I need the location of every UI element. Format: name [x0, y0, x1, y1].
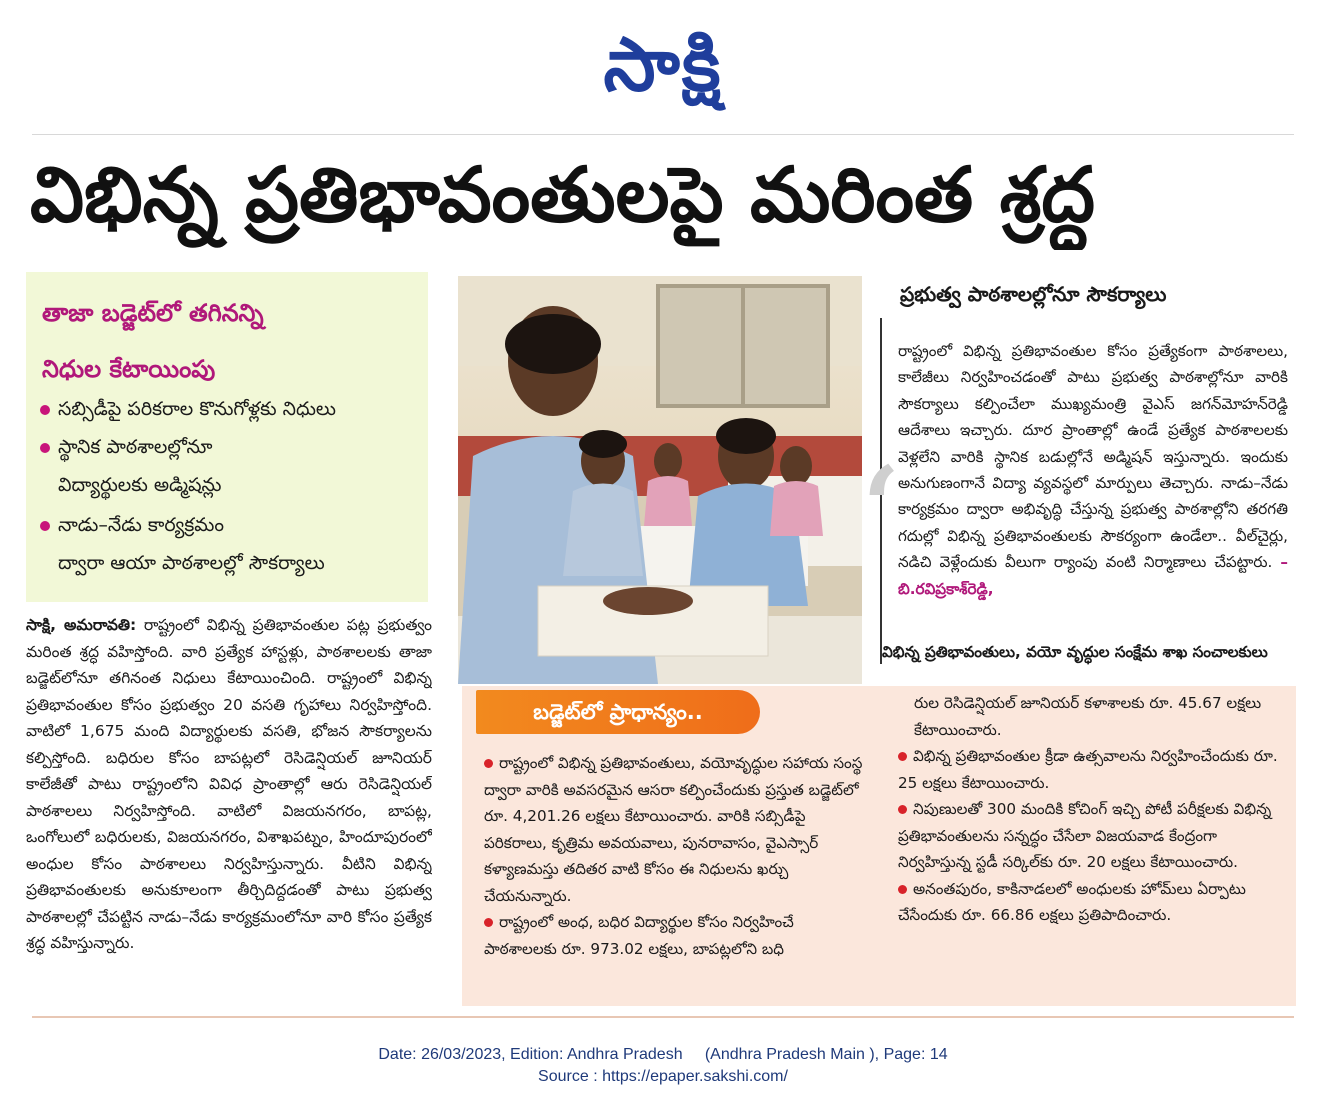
- divider: [32, 134, 1294, 135]
- highlight-item: నాడు–నేడు కార్యక్రమం: [40, 512, 424, 539]
- dateline: సాక్షి, అమరావతి:: [26, 616, 137, 634]
- budget-column-1: [484, 750, 864, 962]
- photo-illustration: [458, 276, 862, 684]
- budget-item: రాష్ట్రంలో అంధ, బధిర విద్యార్థుల కోసం నిర్వహించే పాఠశాలలకు రూ. 973.02 లక్షలు, బాపట్లలోని బధి: [484, 913, 794, 958]
- budget-item: విభిన్న ప్రతిభావంతుల క్రీడా ఉత్సవాలను నిర్వహించేందుకు రూ. 25 లక్షలు కేటాయించారు.: [898, 747, 1278, 792]
- budget-column-2: [898, 690, 1282, 929]
- bullet-icon: [484, 918, 493, 927]
- budget-item: నిపుణులతో 300 మందికి కోచింగ్ ఇచ్చి పోటీ పరీక్షలకు విభిన్న ప్రతిభావంతులను సన్నద్ధం చేసేలా విజయవాడ కేంద్రంగా నిర్వహిస్తున్న స్టడీ సర్కిల్‌కు రూ. 20 లక్షలు కేటాయించారు.: [898, 800, 1272, 871]
- sakshi-logo: సాక్షి: [603, 22, 723, 108]
- bullet-icon: [40, 405, 50, 415]
- bullet-icon: [40, 521, 50, 531]
- highlight-item: సబ్సిడీపై పరికరాల కొనుగోళ్లకు నిధులు: [40, 396, 424, 423]
- highlights-box: [26, 272, 428, 602]
- bullet-icon: [898, 752, 907, 761]
- headline: విభిన్న ప్రతిభావంతులపై మరింత శ్రద్ధ: [30, 150, 1096, 239]
- divider: [32, 1016, 1294, 1018]
- footer-date-line: Date: 26/03/2023, Edition: Andhra Pradesh (Andhra Pradesh Main ), Page: 14: [378, 1046, 948, 1063]
- budget-item: అనంతపురం, కాకినాడలలో అంధులకు హోమ్‌లు ఏర్పాటు చేసేందుకు రూ. 66.86 లక్షలు ప్రతిపాదించారు.: [898, 879, 1246, 924]
- bullet-icon: [484, 759, 493, 768]
- highlight-item: స్థానిక పాఠశాలల్లోనూ: [40, 434, 424, 461]
- article-text: రాష్ట్రంలో విభిన్న ప్రతిభావంతుల పట్ల ప్రభుత్వం మరింత శ్రద్ధ వహిస్తోంది. వారి ప్రత్యేక హాస్టళ్లు, పాఠశాలలకు తాజా బడ్జెట్‌లోనూ తగినంత నిధులు కేటాయించింది. రాష్ట్రంలో విభిన్న ప్రతిభావంతుల కోసం ప్రభుత్వం 20 వసతి గృహాలు నిర్వహిస్తోంది. వాటిలో 1,675 మంది విద్యార్థులకు వసతి, భోజన సౌకర్యాలను కల్పిస్తోంది. బధిరుల కోసం బాపట్లలో రెసిడెన్షియల్ జూనియర్ కాలేజీతో పాటు రాష్ట్రంలోని వివిధ ప్రాంతాల్లో ఆరు రెసిడెన్షియల్ పాఠశాలలు నిర్వహిస్తోంది. వాటిలో విజయనగరం, బాపట్ల, ఒంగోలులో బధిరులకు, విజయనగరం, విశాఖపట్నం, హిందూపురంలో అంధుల కోసం పాఠశాలలు నిర్వహిస్తున్నారు. వీటిని విభిన్న ప్రతిభావంతులకు అనుకూలంగా తీర్చిదిద్దడంతో పాటు ప్రభుత్వ పాఠశాలల్లో చేపట్టిన నాడు–నేడు కార్యక్రమంలోనూ వారి కోసం ప్రత్యేక శ్రద్ధ వహిస్తున్నారు.: [26, 616, 432, 952]
- quote-mark-icon: ‘: [862, 442, 901, 571]
- source-footer: [0, 1044, 1326, 1088]
- footer-source-line: Source : https://epaper.sakshi.com/: [538, 1068, 788, 1085]
- highlight-item-cont: విద్యార్థులకు అడ్మిషన్లు: [58, 474, 222, 496]
- highlight-item-cont: ద్వారా ఆయా పాఠశాలల్లో సౌకర్యాలు: [58, 552, 325, 574]
- budget-banner: బడ్జెట్‌లో ప్రాధాన్యం..: [476, 690, 760, 734]
- quote-heading: ప్రభుత్వ పాఠశాలల్లోనూ సౌకర్యాలు: [900, 282, 1167, 306]
- bullet-icon: [40, 443, 50, 453]
- bullet-icon: [898, 805, 907, 814]
- budget-item: రాష్ట్రంలో విభిన్న ప్రతిభావంతులు, వయోవృద్ధుల సహాయ సంస్థ ద్వారా వారికి అవసరమైన ఆసరా కల్పించేందుకు ప్రస్తుత బడ్జెట్‌లో రూ. 4,201.26 లక్షలు కేటాయించారు. వారికి సబ్సిడీపై పరికరాలు, కృత్రిమ అవయవాలు, పునరావాసం, వైఎస్సార్ కళ్యాణమస్తు తదితర వాటి కోసం ఈ నిధులను ఖర్చు చేయనున్నారు.: [484, 754, 863, 905]
- highlights-title-line1: తాజా బడ్జెట్‌లో తగినన్ని: [42, 299, 264, 327]
- bullet-icon: [898, 885, 907, 894]
- quote-author: –బి.రవిప్రకాశ్‌రెడ్డి,: [898, 553, 1288, 598]
- students-photo: [458, 276, 862, 684]
- budget-item-cont: రుల రెసిడెన్షియల్ జూనియర్ కళాశాలకు రూ. 45.67 లక్షలు కేటాయించారు.: [914, 694, 1262, 739]
- quote-author-role: విభిన్న ప్రతిభావంతులు, వయో వృద్ధుల సంక్షేమ శాఖ సంచాలకులు: [882, 643, 1268, 661]
- quote-text: రాష్ట్రంలో విభిన్న ప్రతిభావంతుల కోసం ప్రత్యేకంగా పాఠశాలలు, కాలేజీలు నిర్వహించడంతో పాటు ప్రభుత్వ పాఠశాల్లోనూ వారికి సౌకర్యాలు కల్పించేలా ముఖ్యమంత్రి వైఎస్ జగన్‌మోహన్‌రెడ్డి ఆదేశాలు ఇచ్చారు. దూర ప్రాంతాల్లో ఉండే ప్రత్యేక పాఠశాలలకు వెళ్లలేని వారికి స్థానిక బడుల్లోనే అడ్మిషన్ ఇస్తున్నారు. ఇందుకు అనుగుణంగానే విద్యా వ్యవస్థలో మార్పులు తెచ్చారు. నాడు–నేడు కార్యక్రమం ద్వారా అభివృద్ధి చేస్తున్న ప్రభుత్వ పాఠశాల్లోని తరగతి గదుల్లో విభిన్న ప్రతిభావంతులకు సౌకర్యంగా ఉండేలా.. వీల్‌చైర్లు, నడిచి వెళ్లేందుకు వీలుగా ర్యాంపు వంటి నిర్మాణాలు చేపట్టారు. –బి.రవిప్రకాశ్‌రెడ్డి,: [898, 342, 1288, 598]
- article-body: [26, 612, 432, 1002]
- highlights-title-line2: నిధుల కేటాయింపు: [42, 355, 216, 383]
- masthead: [0, 10, 1326, 120]
